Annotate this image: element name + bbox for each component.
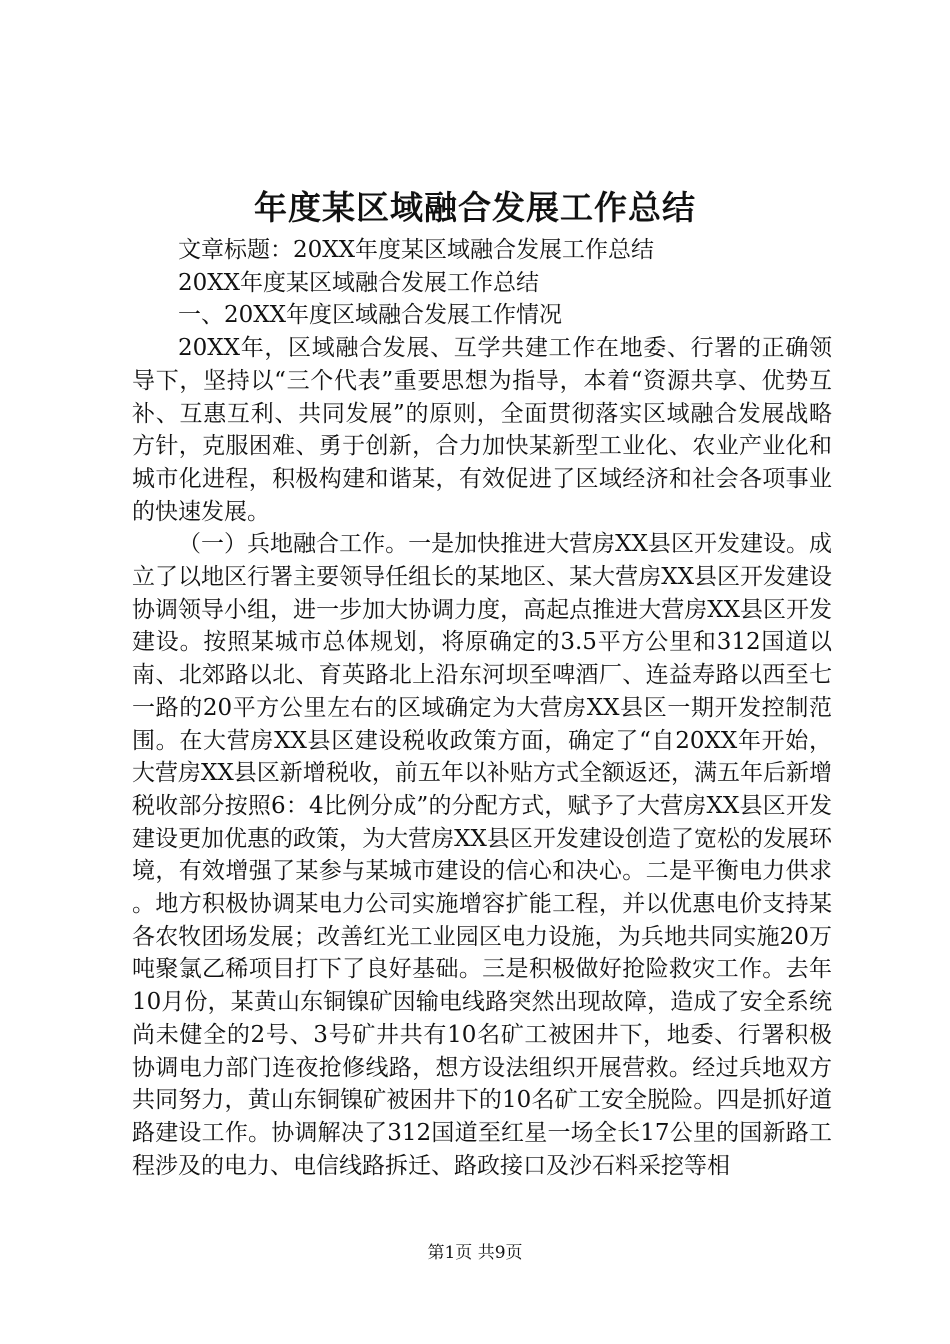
section-heading: 一、20XX年度区域融合发展工作情况 [178,302,563,329]
page-footer: 第1页 共9页 [427,1243,523,1263]
paragraph: （一）兵地融合工作。一是加快推进大营房XX县区开发建设。成立了以地区行署主要领导任组长的某地区、某大营房XX县区开发建设协调领导小组，进一步加大协调力度，高起点推进大营房XX县区开发建设。按照某城市总体规划，将原确定的3.5平方公里和312国道以南、北郊路以北、育英路北上沿东河坝至啤酒厂、连益寿路以西至七一路的20平方公里左右的区域确定为大营房XX县区一期开发控制范围。在大营房XX县区建设税收政策方面，确定了“自20XX年开始，大营房XX县区新增税收，前五年以补贴方式全额返还，满五年后新增税收部分按照6：4比例分成”的分配方式，赋予了大营房XX县区开发建设更加优惠的政策，为大营房XX县区开发建设创造了宽松的发展环境，有效增强了某参与某城市建设的信心和决心。二是平衡电力供求。地方积极协调某电力公司实施增容扩能工程，并以优惠电价支持某各农牧团场发展；改善红光工业园区电力设施，为兵地共同实施20万吨聚氯乙稀项目打下了良好基础。三是积极做好抢险救灾工作。去年10月份，某黄山东铜镍矿因输电线路突然出现故障，造成了安全系统尚未健全的2号、3号矿井共有10名矿工被困井下，地委、行署积极协调电力部门连夜抢修线路，想方设法组织开展营救。经过兵地双方共同努力，黄山东铜镍矿被困井下的10名矿工安全脱险。四是抓好道路建设工作。协调解决了312国道至红星一场全长17公里的国新路工程涉及的电力、电信线路拆迁、路政接口及沙石料采挖等相 [132,531,832,1179]
paragraph: 20XX年，区域融合发展、互学共建工作在地委、行署的正确领导下，坚持以“三个代表”重要思想为指导，本着“资源共享、优势互补、互惠互利、共同发展”的原则，全面贯彻落实区域融合发展战略方针，克服困难、勇于创新，合力加快某新型工业化、农业产业化和城市化进程，积极构建和谐某，有效促进了区域经济和社会各项事业的快速发展。 [132,335,832,525]
article-title-line: 文章标题：20XX年度某区域融合发展工作总结 [178,237,655,263]
document-title: 年度某区域融合发展工作总结 [254,188,696,227]
subtitle-line: 20XX年度某区域融合发展工作总结 [178,269,540,296]
document-body [132,234,832,1182]
